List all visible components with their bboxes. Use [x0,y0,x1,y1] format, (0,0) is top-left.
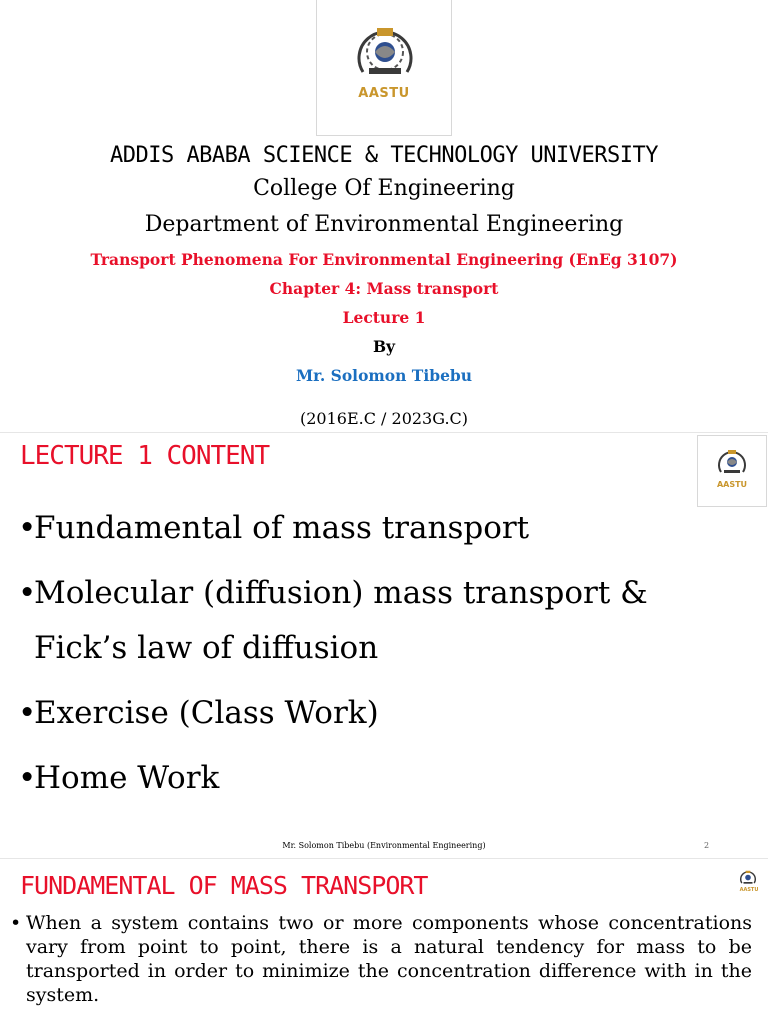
aastu-logo [731,865,767,899]
list-item: • Molecular (diffusion) mass transport & Fick’s law of diffusion [18,566,718,676]
slide-footer: Mr. Solomon Tibebu (Environmental Engineering) [282,841,486,850]
logo-label: AASTU [739,887,759,893]
content-slide [0,432,768,859]
fundamentals-slide [0,858,768,1025]
lecture-number: Lecture 1 [342,308,426,327]
by-label: By [372,337,396,356]
content-list [18,501,718,816]
list-item: • Fundamental of mass transport [18,501,718,556]
aastu-logo [316,0,452,136]
slide-title: LECTURE 1 CONTENT [20,441,270,471]
slide-body-text: • When a system contains two or more components whose concentrations vary from point to point, there is a natural tendency for mass to be transported in order to minimize the concentration difference with in the system. [10,911,752,1007]
chapter-title: Chapter 4: Mass transport [269,279,499,298]
logo-label: AASTU [358,86,410,101]
list-item: • Home Work [18,751,718,806]
aastu-logo [697,435,767,507]
list-item: • Exercise (Class Work) [18,686,718,741]
aastu-logo-icon [716,446,748,478]
slide-title: FUNDAMENTAL OF MASS TRANSPORT [20,871,428,900]
author-name: Mr. Solomon Tibebu [295,366,473,385]
college-name: College Of Engineering [253,176,515,201]
course-title: Transport Phenomena For Environmental Engineering (EnEg 3107) [90,250,678,269]
department-name: Department of Environmental Engineering [144,212,624,237]
aastu-logo-icon [739,869,757,886]
aastu-logo-icon [353,22,417,82]
university-name: ADDIS ABABA SCIENCE & TECHNOLOGY UNIVERSITY [109,143,659,168]
academic-year: (2016E.C / 2023G.C) [299,409,469,428]
page-number: 2 [704,841,710,850]
logo-label: AASTU [716,480,748,489]
title-slide [0,0,768,432]
